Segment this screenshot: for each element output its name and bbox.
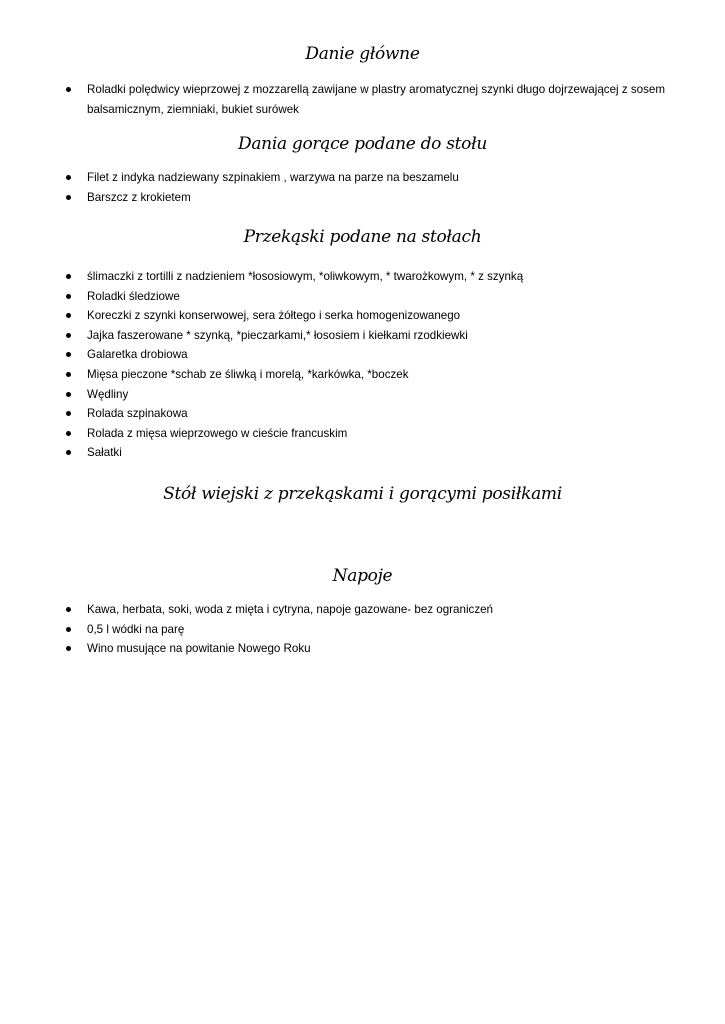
section-heading-hot-dishes: Dania gorące podane do stołu	[238, 134, 487, 154]
list-item	[66, 287, 676, 307]
list-item-text: Sałatki	[87, 446, 122, 460]
section-heading-country-table: Stół wiejski z przekąskami i gorącymi posiłkami	[163, 484, 562, 504]
bullet-icon	[66, 450, 71, 455]
list-item	[66, 267, 676, 287]
bullet-icon	[66, 352, 71, 357]
list-item	[66, 424, 676, 444]
list-item	[66, 168, 676, 188]
bullet-icon	[66, 372, 71, 377]
appetizers-list	[66, 267, 676, 463]
list-item	[66, 404, 676, 424]
list-item	[66, 80, 676, 119]
list-item-text: Filet z indyka nadziewany szpinakiem , warzywa na parze na beszamelu	[87, 171, 459, 184]
list-item-text: Koreczki z szynki konserwowej, sera żółtego i serka homogenizowanego	[87, 309, 461, 323]
list-item-text: 0,5 l wódki na parę	[87, 622, 185, 636]
bullet-icon	[66, 87, 71, 92]
bullet-icon	[66, 333, 71, 338]
list-item	[66, 620, 676, 640]
bullet-icon	[66, 646, 71, 651]
section-heading-appetizers: Przekąski podane na stołach	[243, 227, 482, 247]
list-item	[66, 326, 676, 346]
list-item-text: Kawa, herbata, soki, woda z mięta i cytryna, napoje gazowane- bez ograniczeń	[87, 603, 494, 616]
drinks-list	[66, 600, 676, 659]
list-item	[66, 639, 676, 659]
bullet-icon	[66, 274, 71, 279]
list-item	[66, 188, 676, 208]
list-item	[66, 306, 676, 326]
list-item	[66, 385, 676, 405]
list-item-text: ślimaczki z tortilli z nadzieniem *łososiowym, *oliwkowym, * twarożkowym, * z szynką	[87, 270, 524, 283]
bullet-icon	[66, 411, 71, 416]
bullet-icon	[66, 607, 71, 612]
section-heading-drinks: Napoje	[332, 566, 393, 586]
list-item	[66, 345, 676, 365]
section-heading-main-course: Danie główne	[305, 44, 420, 64]
bullet-icon	[66, 294, 71, 299]
bullet-icon	[66, 195, 71, 200]
list-item-text: Galaretka drobiowa	[87, 348, 188, 362]
list-item-text: Barszcz z krokietem	[87, 190, 191, 204]
bullet-icon	[66, 175, 71, 180]
list-item-text: Rolada szpinakowa	[87, 407, 188, 421]
list-item-text: Mięsa pieczone *schab ze śliwką i morelą, *karkówka, *boczek	[87, 367, 409, 381]
bullet-icon	[66, 627, 71, 632]
list-item-text: Wino musujące na powitanie Nowego Roku	[87, 642, 311, 656]
list-item	[66, 443, 676, 463]
list-item-text: Rolada z mięsa wieprzowego w cieście francuskim	[87, 426, 348, 440]
main-course-list	[66, 80, 676, 119]
hot-dishes-list	[66, 168, 676, 207]
bullet-icon	[66, 431, 71, 436]
list-item	[66, 600, 676, 620]
bullet-icon	[66, 392, 71, 397]
list-item	[66, 365, 676, 385]
list-item-text: Wędliny	[87, 387, 129, 401]
list-item-text: Roladki śledziowe	[87, 289, 180, 303]
bullet-icon	[66, 313, 71, 318]
list-item-text: Roladki polędwicy wieprzowej z mozzarellą zawijane w plastry aromatycznej szynki długo dojrzewającej z sosem balsamicznym, ziemniaki, bukiet surówek	[87, 83, 665, 116]
list-item-text: Jajka faszerowane * szynką, *pieczarkami,* łososiem i kiełkami rzodkiewki	[87, 328, 468, 342]
